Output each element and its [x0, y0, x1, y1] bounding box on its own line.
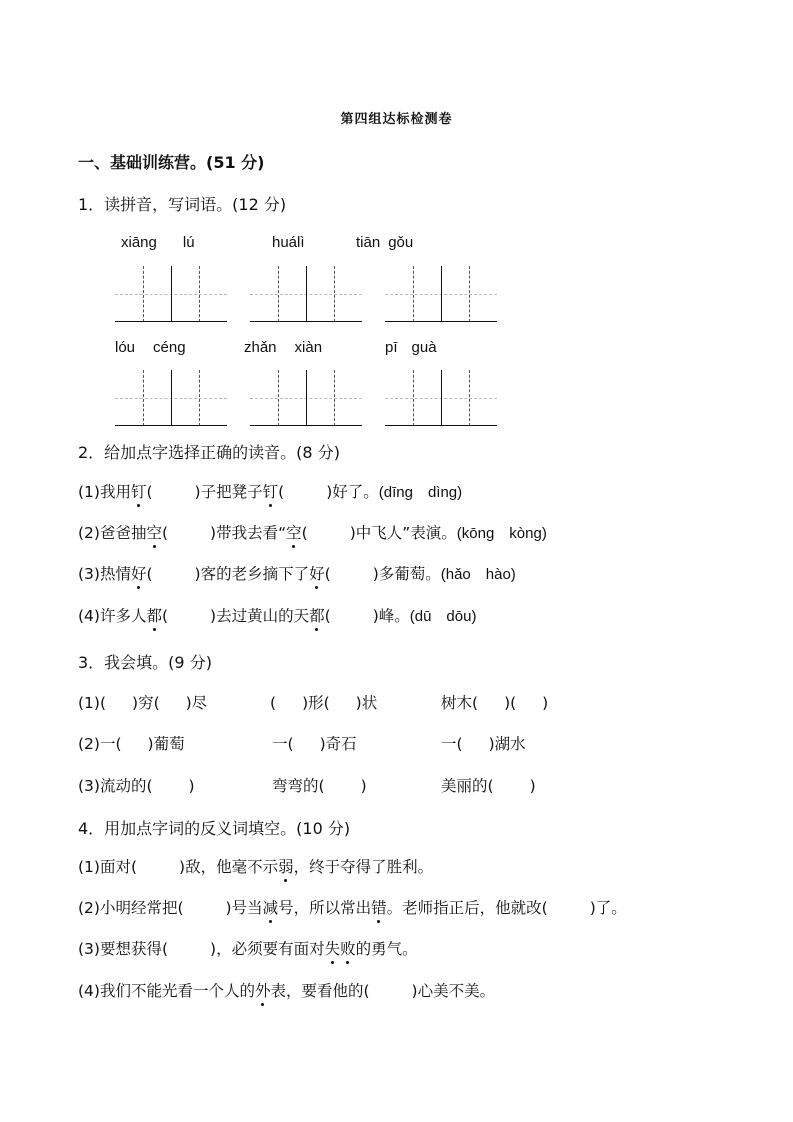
pinyin-group-5 — [244, 339, 322, 356]
question-3-heading: 3．我会填。(9 分) — [78, 653, 212, 672]
pinyin-group-4 — [115, 339, 186, 356]
question-3-line-1b: ( )形( )状 — [270, 694, 378, 712]
question-2-line-4: (4)许多人都( )去过黄山的天都( )峰。(dū dōu) — [78, 604, 476, 626]
pinyin-syllable: lóu — [115, 339, 136, 356]
dotted-char: 好 — [131, 562, 147, 584]
dotted-char: 钉 — [263, 480, 279, 502]
pinyin-syllable: xiāng — [121, 234, 157, 251]
question-3-line-2: (2)一( )葡萄 — [78, 735, 185, 753]
pinyin-options: (dū dōu) — [409, 608, 477, 625]
question-3-line-2b: 一( )奇石 — [272, 735, 357, 753]
question-3-line-3b: 弯弯的( ) — [272, 777, 367, 795]
pinyin-syllable: tiān — [356, 234, 381, 251]
writing-grid-1[interactable] — [115, 266, 227, 322]
pinyin-group-6 — [385, 339, 437, 356]
writing-grid-6[interactable] — [385, 370, 497, 426]
pinyin-group-1 — [121, 234, 195, 251]
dotted-char: 空 — [146, 521, 162, 543]
question-4-line-1: (1)面对( )敌，他毫不示弱，终于夺得了胜利。 — [78, 855, 433, 877]
question-3-line-3c: 美丽的( ) — [441, 777, 536, 795]
question-3-line-2c: 一( )湖水 — [441, 735, 526, 753]
pinyin-options: (hǎo hào) — [440, 566, 516, 583]
dotted-char: 好 — [309, 562, 325, 584]
pinyin-syllable: guà — [411, 339, 437, 356]
pinyin-syllable: lì — [297, 234, 305, 251]
writing-grid-5[interactable] — [250, 370, 362, 426]
dotted-char: 空 — [286, 521, 302, 543]
question-1-heading: 1．读拼音，写词语。(12 分) — [78, 195, 287, 214]
question-4-line-2: (2)小明经常把( )号当减号，所以常出错。老师指正后，他就改( )了。 — [78, 896, 627, 918]
section-heading: 一、基础训练营。(51 分) — [78, 153, 265, 172]
pinyin-syllable: xiàn — [294, 339, 323, 356]
page-title: 第四组达标检测卷 — [340, 112, 453, 127]
pinyin-syllable: huá — [272, 234, 298, 251]
writing-grid-4[interactable] — [115, 370, 227, 426]
writing-grid-3[interactable] — [385, 266, 497, 322]
pinyin-syllable: gǒu — [388, 234, 414, 251]
question-2-line-1: (1)我用钉( )子把凳子钉( )好了。(dīng dìng) — [78, 480, 462, 502]
dotted-char: 都 — [309, 604, 325, 626]
question-4-line-4: (4)我们不能光看一个人的外表，要看他的( )心美不美。 — [78, 979, 495, 1001]
dotted-char: 败 — [340, 937, 356, 959]
dotted-char: 外 — [255, 979, 271, 1001]
question-2-heading: 2．给加点字选择正确的读音。(8 分) — [78, 443, 340, 462]
question-2-line-3: (3)热情好( )客的老乡摘下了好( )多葡萄。(hǎo hào) — [78, 562, 516, 584]
pinyin-group-3 — [356, 234, 413, 251]
dotted-char: 钉 — [131, 480, 147, 502]
pinyin-syllable: zhǎn — [244, 339, 277, 356]
question-4-line-3: (3)要想获得( )，必须要有面对失败的勇气。 — [78, 937, 418, 959]
question-3-line-3: (3)流动的( ) — [78, 777, 195, 795]
pinyin-group-2 — [272, 234, 305, 251]
pinyin-syllable: pī — [385, 339, 398, 356]
question-3-line-1c: 树木( )( ) — [441, 694, 549, 712]
dotted-char: 都 — [146, 604, 162, 626]
writing-grid-2[interactable] — [250, 266, 362, 322]
dotted-char: 错 — [371, 896, 387, 918]
dotted-char: 失 — [325, 937, 341, 959]
pinyin-options: (dīng dìng) — [378, 484, 463, 501]
pinyin-syllable: lú — [182, 234, 195, 251]
question-2-line-2: (2)爸爸抽空( )带我去看“空( )中飞人”表演。(kōng kòng) — [78, 521, 547, 543]
pinyin-options: (kōng kòng) — [456, 525, 547, 542]
question-3-line-1: (1)( )穷( )尽 — [78, 694, 208, 712]
question-4-heading: 4．用加点字词的反义词填空。(10 分) — [78, 819, 351, 838]
dotted-char: 弱 — [278, 855, 294, 877]
dotted-char: 减 — [263, 896, 279, 918]
pinyin-syllable: céng — [153, 339, 186, 356]
